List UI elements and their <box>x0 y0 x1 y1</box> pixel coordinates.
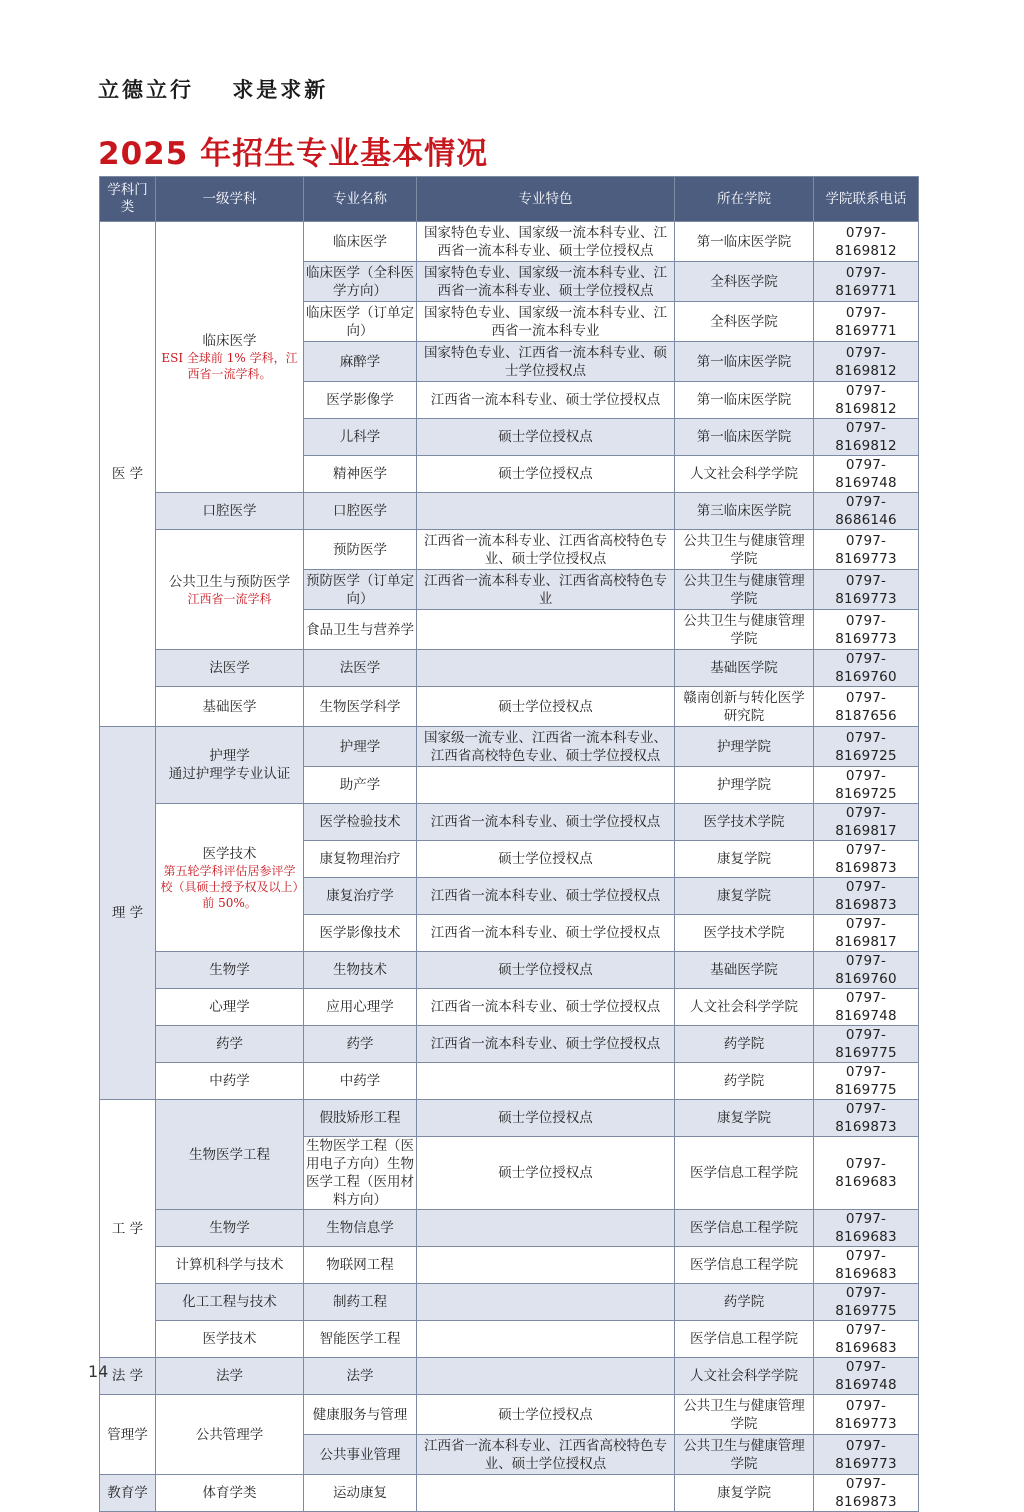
college-cell: 药学院 <box>675 1026 814 1063</box>
phone-cell: 0797-8169771 <box>814 302 919 342</box>
category-cell: 法 学 <box>100 1358 156 1395</box>
discipline-name: 护理学 <box>209 748 250 764</box>
table-row <box>100 1321 919 1358</box>
feature-cell: 国家级一流专业、江西省一流本科专业、江西省高校特色专业、硕士学位授权点 <box>417 727 675 767</box>
discipline-cell: 生物学 <box>156 1210 304 1247</box>
feature-cell: 硕士学位授权点 <box>417 841 675 878</box>
major-cell: 医学影像学 <box>304 382 417 419</box>
phone-cell: 0797-8169773 <box>814 530 919 570</box>
phone-cell: 0797-8169748 <box>814 1358 919 1395</box>
table-row <box>100 1247 919 1284</box>
phone-cell: 0797-8169683 <box>814 1137 919 1210</box>
table-row <box>100 804 919 841</box>
phone-cell: 0797-8169873 <box>814 1100 919 1137</box>
phone-cell: 0797-8169748 <box>814 989 919 1026</box>
college-cell: 医学信息工程学院 <box>675 1210 814 1247</box>
college-cell: 基础医学院 <box>675 952 814 989</box>
feature-cell: 江西省一流本科专业、硕士学位授权点 <box>417 804 675 841</box>
discipline-cell: 医学技术 <box>156 1321 304 1358</box>
major-cell: 护理学 <box>304 727 417 767</box>
table-row <box>100 952 919 989</box>
table-row <box>100 222 919 262</box>
college-cell: 医学信息工程学院 <box>675 1321 814 1358</box>
feature-cell: 江西省一流本科专业、硕士学位授权点 <box>417 1026 675 1063</box>
discipline-cell: 公共管理学 <box>156 1395 304 1475</box>
table-row <box>100 1284 919 1321</box>
page-number: 14 <box>88 1362 109 1381</box>
college-cell: 康复学院 <box>675 878 814 915</box>
college-cell: 医学信息工程学院 <box>675 1137 814 1210</box>
discipline-cell: 生物医学工程 <box>156 1100 304 1210</box>
discipline-note: 通过护理学专业认证 <box>168 766 291 782</box>
motto-right: 求是求新 <box>232 77 329 102</box>
college-cell: 第一临床医学院 <box>675 222 814 262</box>
table-row <box>100 687 919 727</box>
header-feature: 专业特色 <box>417 177 675 222</box>
major-cell: 生物医学科学 <box>304 687 417 727</box>
major-cell: 口腔医学 <box>304 493 417 530</box>
college-cell: 护理学院 <box>675 767 814 804</box>
table-row <box>100 989 919 1026</box>
phone-cell: 0797-8169775 <box>814 1026 919 1063</box>
phone-cell: 0797-8169873 <box>814 878 919 915</box>
discipline-cell: 中药学 <box>156 1063 304 1100</box>
phone-cell: 0797-8187656 <box>814 687 919 727</box>
header-discipline: 一级学科 <box>156 177 304 222</box>
college-cell: 公共卫生与健康管理学院 <box>675 1435 814 1475</box>
category-cell: 理 学 <box>100 727 156 1100</box>
header-college: 所在学院 <box>675 177 814 222</box>
table-row <box>100 1026 919 1063</box>
phone-cell: 0797-8169773 <box>814 570 919 610</box>
phone-cell: 0797-8169773 <box>814 610 919 650</box>
feature-cell <box>417 1475 675 1512</box>
discipline-name: 临床医学 <box>202 333 257 349</box>
college-cell: 全科医学院 <box>675 302 814 342</box>
phone-cell: 0797-8169683 <box>814 1247 919 1284</box>
feature-cell: 江西省一流本科专业、江西省高校特色专业 <box>417 570 675 610</box>
college-cell: 护理学院 <box>675 727 814 767</box>
college-cell: 第一临床医学院 <box>675 382 814 419</box>
phone-cell: 0797-8169683 <box>814 1210 919 1247</box>
major-cell: 假肢矫形工程 <box>304 1100 417 1137</box>
discipline-note: 第五轮学科评估居参评学校（具硕士授予权及以上）前 50%。 <box>160 863 299 910</box>
major-cell: 助产学 <box>304 767 417 804</box>
feature-cell: 硕士学位授权点 <box>417 952 675 989</box>
major-cell: 临床医学（订单定向） <box>304 302 417 342</box>
college-cell: 康复学院 <box>675 841 814 878</box>
discipline-cell: 生物学 <box>156 952 304 989</box>
major-cell: 食品卫生与营养学 <box>304 610 417 650</box>
discipline-cell <box>156 727 304 804</box>
header-major: 专业名称 <box>304 177 417 222</box>
discipline-note: 江西省一流学科 <box>187 591 272 606</box>
discipline-cell <box>156 804 304 952</box>
college-cell: 公共卫生与健康管理学院 <box>675 570 814 610</box>
discipline-cell: 体育学类 <box>156 1475 304 1512</box>
table-row <box>100 727 919 767</box>
college-cell: 人文社会科学学院 <box>675 1358 814 1395</box>
discipline-cell: 心理学 <box>156 989 304 1026</box>
college-cell: 赣南创新与转化医学研究院 <box>675 687 814 727</box>
college-cell: 人文社会科学学院 <box>675 989 814 1026</box>
feature-cell: 硕士学位授权点 <box>417 1100 675 1137</box>
major-cell: 临床医学（全科医学方向） <box>304 262 417 302</box>
major-cell: 精神医学 <box>304 456 417 493</box>
discipline-note: ESI 全球前 1% 学科，江西省一流学科。 <box>161 351 298 381</box>
major-cell: 制药工程 <box>304 1284 417 1321</box>
majors-table <box>99 176 919 1512</box>
major-cell: 医学影像技术 <box>304 915 417 952</box>
phone-cell: 0797-8169683 <box>814 1321 919 1358</box>
discipline-cell <box>156 530 304 650</box>
phone-cell: 0797-8169748 <box>814 456 919 493</box>
phone-cell: 0797-8169771 <box>814 262 919 302</box>
major-cell: 生物信息学 <box>304 1210 417 1247</box>
major-cell: 生物技术 <box>304 952 417 989</box>
category-cell: 管理学 <box>100 1395 156 1475</box>
discipline-cell: 药学 <box>156 1026 304 1063</box>
phone-cell: 0797-8169725 <box>814 767 919 804</box>
college-cell: 第一临床医学院 <box>675 342 814 382</box>
college-cell: 医学技术学院 <box>675 804 814 841</box>
college-cell: 康复学院 <box>675 1475 814 1512</box>
major-cell: 物联网工程 <box>304 1247 417 1284</box>
table-row <box>100 1475 919 1512</box>
major-cell: 预防医学（订单定向） <box>304 570 417 610</box>
feature-cell <box>417 493 675 530</box>
feature-cell: 国家特色专业、国家级一流本科专业、江西省一流本科专业、硕士学位授权点 <box>417 262 675 302</box>
phone-cell: 0797-8169725 <box>814 727 919 767</box>
major-cell: 法学 <box>304 1358 417 1395</box>
college-cell: 第三临床医学院 <box>675 493 814 530</box>
phone-cell: 0797-8169775 <box>814 1063 919 1100</box>
feature-cell: 硕士学位授权点 <box>417 1137 675 1210</box>
phone-cell: 0797-8169812 <box>814 419 919 456</box>
college-cell: 公共卫生与健康管理学院 <box>675 530 814 570</box>
college-cell: 医学技术学院 <box>675 915 814 952</box>
phone-cell: 0797-8169773 <box>814 1435 919 1475</box>
category-cell: 医 学 <box>100 222 156 727</box>
phone-cell: 0797-8169817 <box>814 804 919 841</box>
feature-cell <box>417 610 675 650</box>
feature-cell: 国家特色专业、国家级一流本科专业、江西省一流本科专业、硕士学位授权点 <box>417 222 675 262</box>
major-cell: 健康服务与管理 <box>304 1395 417 1435</box>
discipline-cell: 计算机科学与技术 <box>156 1247 304 1284</box>
table-row <box>100 530 919 570</box>
feature-cell: 江西省一流本科专业、江西省高校特色专业、硕士学位授权点 <box>417 530 675 570</box>
feature-cell: 江西省一流本科专业、硕士学位授权点 <box>417 989 675 1026</box>
feature-cell: 江西省一流本科专业、硕士学位授权点 <box>417 878 675 915</box>
table-row <box>100 1063 919 1100</box>
discipline-cell: 法学 <box>156 1358 304 1395</box>
motto-left: 立德立行 <box>98 77 194 102</box>
feature-cell <box>417 767 675 804</box>
college-cell: 公共卫生与健康管理学院 <box>675 1395 814 1435</box>
college-cell: 基础医学院 <box>675 650 814 687</box>
phone-cell: 0797-8169775 <box>814 1284 919 1321</box>
feature-cell <box>417 1321 675 1358</box>
feature-cell: 江西省一流本科专业、硕士学位授权点 <box>417 915 675 952</box>
major-cell: 智能医学工程 <box>304 1321 417 1358</box>
major-cell: 法医学 <box>304 650 417 687</box>
phone-cell: 0797-8169773 <box>814 1395 919 1435</box>
page-title: 2025 年招生专业基本情况 <box>98 136 489 172</box>
header-phone: 学院联系电话 <box>814 177 919 222</box>
feature-cell: 江西省一流本科专业、硕士学位授权点 <box>417 382 675 419</box>
college-cell: 全科医学院 <box>675 262 814 302</box>
feature-cell: 硕士学位授权点 <box>417 456 675 493</box>
major-cell: 中药学 <box>304 1063 417 1100</box>
major-cell: 医学检验技术 <box>304 804 417 841</box>
college-cell: 公共卫生与健康管理学院 <box>675 610 814 650</box>
college-cell: 第一临床医学院 <box>675 419 814 456</box>
feature-cell: 硕士学位授权点 <box>417 687 675 727</box>
feature-cell: 硕士学位授权点 <box>417 419 675 456</box>
table-row <box>100 1358 919 1395</box>
major-cell: 康复治疗学 <box>304 878 417 915</box>
phone-cell: 0797-8169812 <box>814 222 919 262</box>
discipline-cell: 化工工程与技术 <box>156 1284 304 1321</box>
phone-cell: 0797-8169760 <box>814 952 919 989</box>
category-cell: 工 学 <box>100 1100 156 1358</box>
major-cell: 儿科学 <box>304 419 417 456</box>
phone-cell: 0797-8169760 <box>814 650 919 687</box>
phone-cell: 0797-8169873 <box>814 841 919 878</box>
feature-cell: 硕士学位授权点 <box>417 1395 675 1435</box>
feature-cell <box>417 1063 675 1100</box>
discipline-cell: 口腔医学 <box>156 493 304 530</box>
table-row <box>100 1100 919 1137</box>
college-cell: 康复学院 <box>675 1100 814 1137</box>
discipline-cell: 基础医学 <box>156 687 304 727</box>
college-cell: 药学院 <box>675 1063 814 1100</box>
phone-cell: 0797-8169812 <box>814 342 919 382</box>
header-category: 学科门类 <box>100 177 156 222</box>
feature-cell: 国家特色专业、国家级一流本科专业、江西省一流本科专业 <box>417 302 675 342</box>
table-row <box>100 1395 919 1435</box>
phone-cell: 0797-8169812 <box>814 382 919 419</box>
major-cell: 麻醉学 <box>304 342 417 382</box>
feature-cell: 国家特色专业、江西省一流本科专业、硕士学位授权点 <box>417 342 675 382</box>
feature-cell <box>417 1210 675 1247</box>
feature-cell <box>417 1284 675 1321</box>
feature-cell: 江西省一流本科专业、江西省高校特色专业、硕士学位授权点 <box>417 1435 675 1475</box>
major-cell: 应用心理学 <box>304 989 417 1026</box>
college-cell: 医学信息工程学院 <box>675 1247 814 1284</box>
table-header-row <box>100 177 919 222</box>
discipline-cell <box>156 222 304 493</box>
discipline-cell: 法医学 <box>156 650 304 687</box>
major-cell: 预防医学 <box>304 530 417 570</box>
header-motto <box>98 74 356 104</box>
phone-cell: 0797-8686146 <box>814 493 919 530</box>
table-row <box>100 1210 919 1247</box>
major-cell: 生物医学工程（医用电子方向）生物医学工程（医用材料方向） <box>304 1137 417 1210</box>
major-cell: 康复物理治疗 <box>304 841 417 878</box>
college-cell: 药学院 <box>675 1284 814 1321</box>
feature-cell <box>417 1358 675 1395</box>
discipline-name: 公共卫生与预防医学 <box>168 573 291 590</box>
table-row <box>100 493 919 530</box>
major-cell: 运动康复 <box>304 1475 417 1512</box>
discipline-name: 医学技术 <box>202 845 257 862</box>
table-row <box>100 650 919 687</box>
major-cell: 临床医学 <box>304 222 417 262</box>
major-cell: 公共事业管理 <box>304 1435 417 1475</box>
major-cell: 药学 <box>304 1026 417 1063</box>
feature-cell <box>417 1247 675 1284</box>
feature-cell <box>417 650 675 687</box>
college-cell: 人文社会科学学院 <box>675 456 814 493</box>
phone-cell: 0797-8169873 <box>814 1475 919 1512</box>
category-cell: 教育学 <box>100 1475 156 1512</box>
phone-cell: 0797-8169817 <box>814 915 919 952</box>
